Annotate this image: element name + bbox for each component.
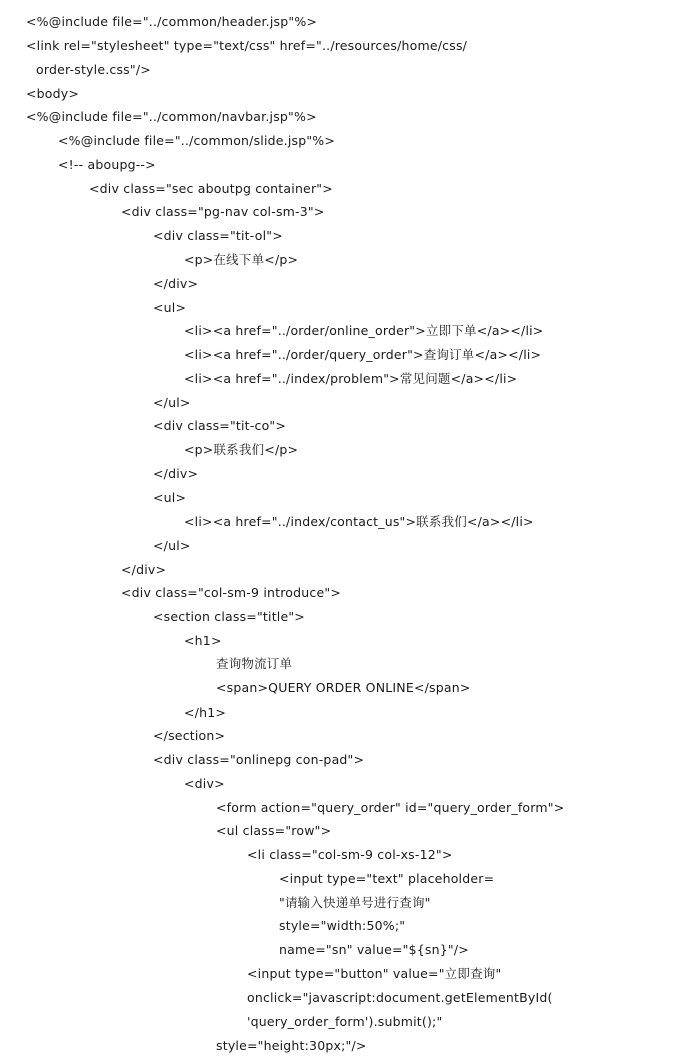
code-line: <div class="sec aboutpg container"> xyxy=(89,181,333,196)
code-line: onclick="javascript:document.getElementById( xyxy=(247,990,553,1005)
code-line: <li><a href="../index/problem">常见问题</a></li> xyxy=(184,371,518,386)
code-line: order-style.css"/> xyxy=(36,62,151,77)
code-line: <div> xyxy=(184,776,225,791)
code-line: <li><a href="../order/query_order">查询订单</a></li> xyxy=(184,347,542,362)
code-line: <!-- aboupg--> xyxy=(58,157,156,172)
code-line: <body> xyxy=(26,86,80,101)
code-line: <li><a href="../order/online_order">立即下单</a></li> xyxy=(184,323,544,338)
code-line: <p>联系我们</p> xyxy=(184,442,299,457)
code-line: <section class="title"> xyxy=(153,609,305,624)
code-line: <li class="col-sm-9 col-xs-12"> xyxy=(247,847,453,862)
code-line: </ul> xyxy=(153,395,191,410)
code-line: <input type="text" placeholder= xyxy=(279,871,495,886)
code-line: </div> xyxy=(153,466,199,481)
code-line: </div> xyxy=(153,276,199,291)
code-line: <link rel="stylesheet" type="text/css" href="../resources/home/css/ xyxy=(26,38,468,53)
code-line: <li><a href="../index/contact_us">联系我们</a></li> xyxy=(184,514,534,529)
code-line: </h1> xyxy=(184,705,227,720)
code-line: "请输入快递单号进行查询" xyxy=(279,895,431,910)
code-line: <div class="tit-co"> xyxy=(153,418,287,433)
code-line: <ul class="row"> xyxy=(216,823,332,838)
code-line: <div class="onlinepg con-pad"> xyxy=(153,752,365,767)
code-line: <form action="query_order" id="query_order_form"> xyxy=(216,800,565,815)
code-line: </section> xyxy=(153,728,226,743)
code-line: <ul> xyxy=(153,300,187,315)
code-line: <span>QUERY ORDER ONLINE</span> xyxy=(216,680,471,695)
code-line: <input type="button" value="立即查询" xyxy=(247,966,502,981)
code-line: <%@include file="../common/slide.jsp"%> xyxy=(58,133,336,148)
code-line: <h1> xyxy=(184,633,222,648)
code-line: </ul> xyxy=(153,538,191,553)
code-line: <div class="pg-nav col-sm-3"> xyxy=(121,204,325,219)
code-line: <p>在线下单</p> xyxy=(184,252,299,267)
code-line: <div class="tit-ol"> xyxy=(153,228,283,243)
code-line: style="width:50%;" xyxy=(279,918,406,933)
code-line: <%@include file="../common/header.jsp"%> xyxy=(26,14,318,29)
code-line: name="sn" value="${sn}"/> xyxy=(279,942,469,957)
code-line: style="height:30px;"/> xyxy=(216,1038,367,1053)
code-line: 查询物流订单 xyxy=(216,656,293,671)
code-line: <ul> xyxy=(153,490,187,505)
code-line: <div class="col-sm-9 introduce"> xyxy=(121,585,341,600)
code-line: <%@include file="../common/navbar.jsp"%> xyxy=(26,109,317,124)
code-line: </div> xyxy=(121,562,167,577)
code-line: 'query_order_form').submit();" xyxy=(247,1014,443,1029)
